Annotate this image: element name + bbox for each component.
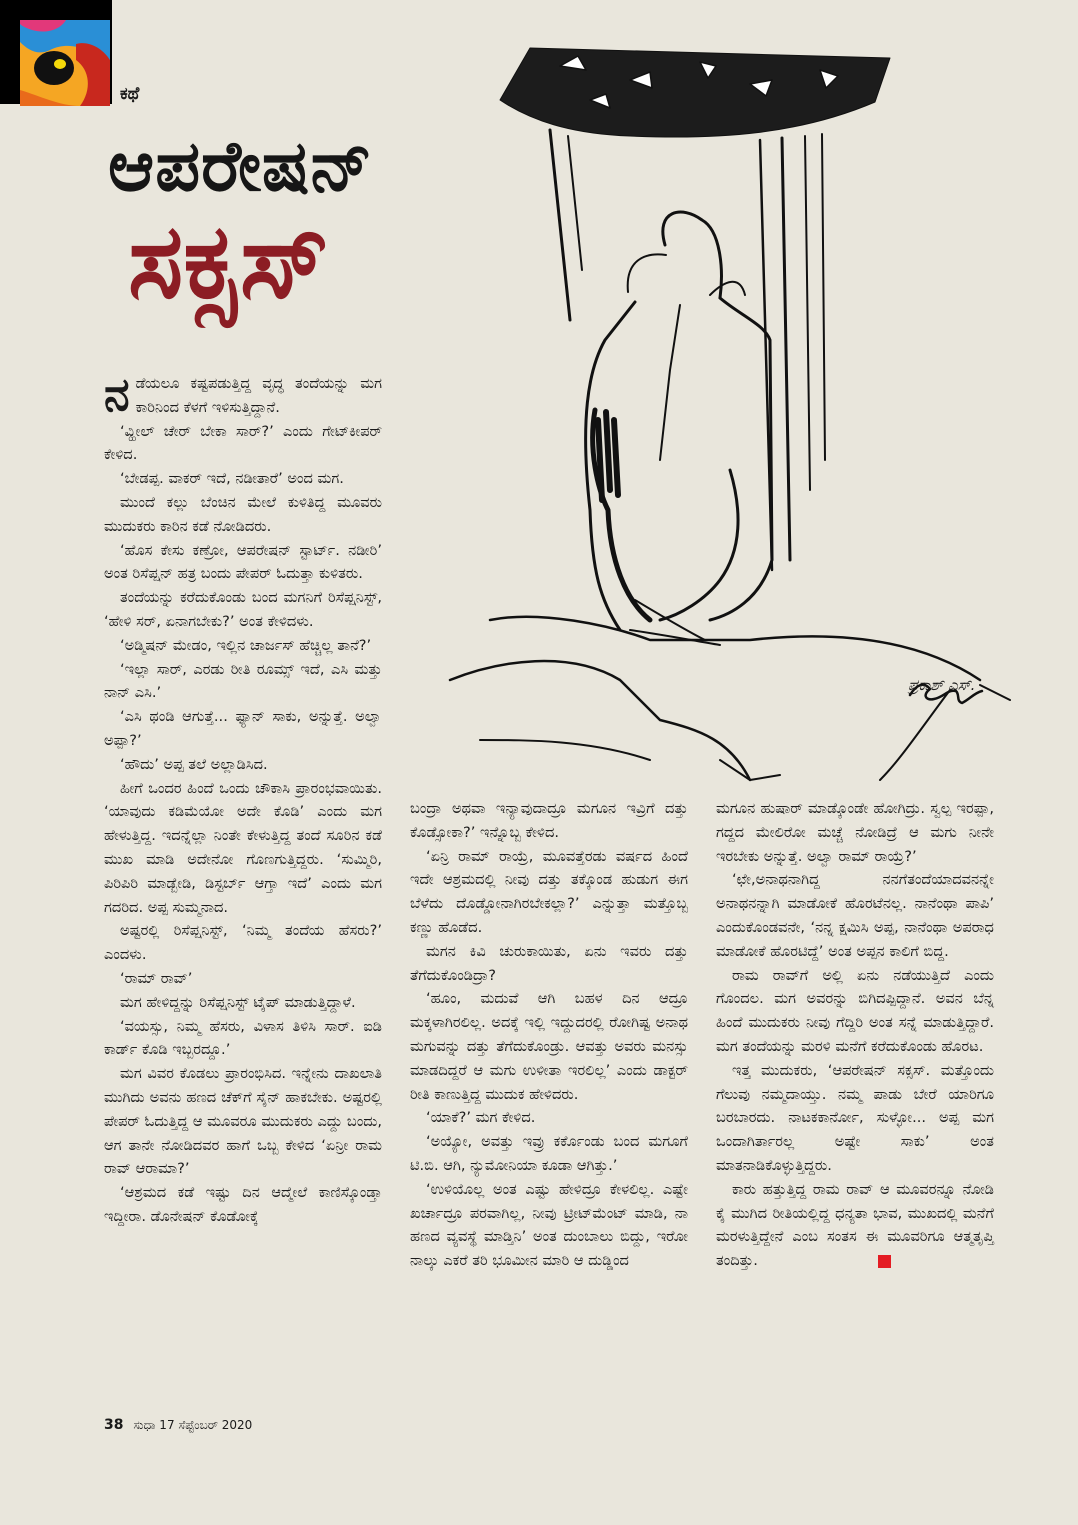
article-column-2 [410,797,688,1273]
article-paragraph: ‘ಎಸಿ ಥಂಡಿ ಆಗುತ್ತೆ... ಫ್ಯಾನ್ ಸಾಕು, ಅನ್ನುತ್ತೆ. ಅಲ್ವಾ ಅಪ್ಪಾ?’ [104,708,382,749]
article-paragraph: ‘ಏನ್ರಿ ರಾಮ್ ರಾಯ್ರೆ, ಮೂವತ್ತೆರಡು ವರ್ಷದ ಹಿಂದೆ ಇದೇ ಆಶ್ರಮದಲ್ಲಿ ನೀವು ದತ್ತು ತಕ್ಕೊಂಡ ಹುಡುಗ ಈಗ ಬೆಳೆದು ದೊಡ್ಡೋನಾಗಿರಬೇಕಲ್ಲಾ?’ ಎನ್ನುತ್ತಾ ಮತ್ತೊಬ್ಬ ಕಣ್ಣು ಹೊಡೆದ. [410,847,688,936]
article-paragraph: ಮಗೂನ ಹುಷಾರ್ ಮಾಡ್ಕೊಂಡೇ ಹೋಗಿದ್ರು. ಸ್ವಲ್ಪ ಇರಪ್ಪಾ, ಗದ್ದದ ಮೇಲಿರೋ ಮಚ್ಚೆ ನೋಡಿದ್ರೆ ಆ ಮಗು ನೀನೇ ಇರಬೇಕು ಅನ್ನುತ್ತೆ. ಅಲ್ವಾ ರಾಮ್ ರಾಯ್ರೆ?’ [716,800,994,865]
article-paragraph: ‘ಛೇ,ಅನಾಥನಾಗಿದ್ದ ನನಗೆತಂದೆಯಾದವನನ್ನೇ ಅನಾಥನನ್ನಾಗಿ ಮಾಡೋಕೆ ಹೊರಟೆನಲ್ಲ. ನಾನೆಂಥಾ ಪಾಪಿ’ ಎಂದುಕೊಂಡವನೇ, ‘ನನ್ನ ಕ್ಷಮಿಸಿ ಅಪ್ಪ, ನಾನೆಂಥಾ ಅಪರಾಧ ಮಾಡೋಕೆ ಹೊರಟಿದ್ದೆ’ ಅಂತ ಅಪ್ಪನ ಕಾಲಿಗೆ ಬಿದ್ದ. [716,871,994,960]
illustration-signature: ಪ್ರಕಾಶ್ ಎಸ್. [908,676,976,694]
article-column-1 [104,367,382,1229]
section-label: ಕಥೆ [120,84,140,104]
end-of-story-mark-icon [878,1255,891,1268]
publication-info: ಸುಧಾ 17 ಸೆಪ್ಟೆಂಬರ್ 2020 [133,1418,253,1432]
section-logo-icon [20,20,110,106]
article-paragraph: ‘ಅಯ್ಯೋ, ಅವತ್ತು ಇವ್ರು ಕರ್ಕೊಂಡು ಬಂದ ಮಗೂಗೆ ಟಿ.ಬಿ. ಆಗಿ, ನ್ಯುಮೋನಿಯಾ ಕೂಡಾ ಆಗಿತ್ತು.’ [410,1133,688,1174]
article-paragraph: ‘ಆಶ್ರಮದ ಕಡೆ ಇಷ್ಟು ದಿನ ಆದ್ಮೇಲೆ ಕಾಣಿಸ್ಕೊಂಡ್ತಾ ಇದ್ದೀರಾ. ಡೊನೇಷನ್ ಕೊಡೋಕ್ಕೆ [104,1184,382,1225]
story-title-line-1: ಆಪರೇಷನ್ [108,125,374,207]
article-paragraph: ತಂದೆಯನ್ನು ಕರೆದುಕೊಂಡು ಬಂದ ಮಗನಿಗೆ ರಿಸೆಪ್ಷನಿಸ್ಟ್, ‘ಹೇಳಿ ಸರ್, ಏನಾಗಬೇಕು?’ ಅಂತ ಕೇಳಿದಳು. [104,589,382,630]
article-column-3 [716,797,994,1273]
article-paragraph: ‘ಉಳಿಯೊಲ್ಲ ಅಂತ ಎಷ್ಟು ಹೇಳಿದ್ರೂ ಕೇಳಲಿಲ್ಲ. ಎಷ್ಟೇ ಖರ್ಚಾದ್ರೂ ಪರವಾಗಿಲ್ಲ, ನೀವು ಟ್ರೀಟ್‌ಮೆಂಟ್ ಮಾಡಿ, ನಾ ಹಣದ ವ್ಯವಸ್ಥೆ ಮಾಡ್ತಿನಿ’ ಅಂತ ದುಂಬಾಲು ಬಿದ್ದು, ಇರೋ ನಾಲ್ಕು ಎಕರೆ ತರಿ ಭೂಮೀನ ಮಾರಿ ಆ ದುಡ್ಡಿಂದ [410,1180,688,1270]
article-paragraph: ‘ಹೂಂ, ಮದುವೆ ಆಗಿ ಬಹಳ ದಿನ ಆದ್ರೂ ಮಕ್ಕಳಾಗಿರಲಿಲ್ಲ. ಅದಕ್ಕೆ ಇಲ್ಲಿ ಇದ್ದುದರಲ್ಲಿ ರೋಗಿಷ್ಟ ಅನಾಥ ಮಗುವನ್ನು ದತ್ತು ತೆಗೆದುಕೊಂಡ್ರು. ಆವತ್ತು ಅವರು ಮನಸ್ಸು ಮಾಡದಿದ್ದರೆ ಆ ಮಗು ಉಳೀತಾ ಇರಲಿಲ್ಲ’ ಎಂದು ಡಾಕ್ಟರ್ ರೀತಿ ಕಾಣುತ್ತಿದ್ದ ಮುದುಕ ಹೇಳಿದರು. [410,990,688,1103]
drop-cap: ನ [104,367,130,421]
article-paragraph: ‘ಹೊಸ ಕೇಸು ಕಣ್ರೋ, ಆಪರೇಷನ್ ಸ್ಟಾರ್ಟ್. ನಡೀರಿ’ ಅಂತ ರಿಸೆಪ್ಷನ್ ಹತ್ರ ಬಂದು ಪೇಪರ್ ಓದುತ್ತಾ ಕುಳಿತರು. [104,541,382,583]
article-paragraph: ರಾಮ ರಾವ್‌ಗೆ ಅಲ್ಲಿ ಏನು ನಡೆಯುತ್ತಿದೆ ಎಂದು ಗೊಂದಲ. ಮಗ ಅವರನ್ನು ಬಿಗಿದಪ್ಪಿದ್ದಾನೆ. ಅವನ ಬೆನ್ನ ಹಿಂದೆ ಮುದುಕರು ನೀವು ಗೆದ್ದಿರಿ ಅಂತ ಸನ್ನೆ ಮಾಡುತ್ತಿದ್ದಾರೆ. ಮಗ ತಂದೆಯನ್ನು ಮರಳಿ ಮನೆಗೆ ಕರೆದುಕೊಂಡು ಹೊರಟ. [716,966,994,1055]
article-paragraph: ಇತ್ತ ಮುದುಕರು, ‘ಆಪರೇಷನ್ ಸಕ್ಸಸ್. ಮತ್ತೊಂದು ಗೆಲುವು ನಮ್ಮದಾಯ್ತು. ನಮ್ಮ ಪಾಡು ಬೇರೆ ಯಾರಿಗೂ ಬರಬಾರದು. ನಾಟಕಕಾರ್ನೋ, ಸುಳ್ಳೋ... ಅಪ್ಪ ಮಗ ಒಂದಾಗಿರ್ತಾರಲ್ಲ ಅಷ್ಟೇ ಸಾಕು’ ಅಂತ ಮಾತನಾಡಿಕೊಳ್ಳುತ್ತಿದ್ದರು. [716,1061,994,1174]
article-paragraph: ನಡೆಯಲೂ ಕಷ್ಟಪಡುತ್ತಿದ್ದ ವೃದ್ಧ ತಂದೆಯನ್ನು ಮಗ ಕಾರಿನಿಂದ ಕೆಳಗೆ ಇಳಿಸುತ್ತಿದ್ದಾನೆ. [104,367,382,421]
story-title-line-2: ಸಕ್ಸಸ್ [128,200,329,322]
article-paragraph: ಮಗನ ಕಿವಿ ಚುರುಕಾಯಿತು, ಏನು ಇವರು ದತ್ತು ತೆಗೆದುಕೊಂಡಿದ್ರಾ? [410,942,688,984]
article-paragraph: ‘ಬೇಡಪ್ಪ. ವಾಕರ್ ಇದೆ, ನಡೀತಾರೆ’ ಅಂದ ಮಗ. [120,470,344,488]
article-paragraph: ಅಷ್ಟರಲ್ಲಿ ರಿಸೆಪ್ಷನಿಸ್ಟ್, ‘ನಿಮ್ಮ ತಂದೆಯ ಹೆಸರು?’ ಎಂದಳು. [104,922,382,964]
article-paragraph: ಮಗ ಹೇಳಿದ್ದನ್ನು ರಿಸೆಪ್ಷನಿಸ್ಟ್ ಟೈಪ್ ಮಾಡುತ್ತಿದ್ದಾಳೆ. [120,993,356,1011]
article-paragraph: ‘ಅಡ್ಮಿಷನ್ ಮೇಡಂ, ಇಲ್ಲಿನ ಚಾರ್ಜಸ್ ಹೆಚ್ಚಿಲ್ಲ ತಾನೆ?’ [120,636,372,654]
article-paragraph: ಬಂದ್ರಾ ಅಥವಾ ಇನ್ಯಾವುದಾದ್ರೂ ಮಗೂನ ಇವ್ರಿಗೆ ದತ್ತು ಕೊಡ್ಸೋಕಾ?’ ಇನ್ನೊಬ್ಬ ಕೇಳಿದ. [410,800,688,841]
article-paragraph: ಹೀಗೆ ಒಂದರ ಹಿಂದೆ ಒಂದು ಚೌಕಾಸಿ ಪ್ರಾರಂಭವಾಯಿತು. ‘ಯಾವುದು ಕಡಿಮೆಯೋ ಅದೇ ಕೊಡಿ’ ಎಂದು ಮಗ ಹೇಳುತ್ತಿದ್ದ. ಇದನ್ನೆಲ್ಲಾ ನಿಂತೇ ಕೇಳುತ್ತಿದ್ದ ತಂದೆ ಸೂರಿನ ಕಡೆ ಮುಖ ಮಾಡಿ ಅದೇನೋ ಗೊಣಗುತ್ತಿದ್ದರು. ‘ಸುಮ್ಮಿರಿ, ಪಿರಿಪಿರಿ ಮಾಡ್ಬೇಡಿ, ಡಿಸ್ಟರ್ಬ್ ಆಗ್ತಾ ಇದೆ’ ಎಂದು ಮಗ ಗದರಿದ. ಅಪ್ಪ ಸುಮ್ಮನಾದ. [104,779,382,916]
article-paragraph: ‘ಇಲ್ಲಾ ಸಾರ್, ಎರಡು ರೀತಿ ರೂಮ್ಸ್ ಇದೆ, ಎಸಿ ಮತ್ತು ನಾನ್ ಎಸಿ.’ [104,660,382,702]
article-paragraph: ‘ಹೌದು’ ಅಪ್ಪ ತಲೆ ಅಲ್ಲಾಡಿಸಿದ. [120,755,268,773]
page-footer [104,1417,252,1433]
article-paragraph: ಮಗ ವಿವರ ಕೊಡಲು ಪ್ರಾರಂಭಿಸಿದ. ಇನ್ನೇನು ದಾಖಲಾತಿ ಮುಗಿದು ಅವನು ಹಣದ ಚೆಕ್‌ಗೆ ಸೈನ್ ಹಾಕಬೇಕು. ಅಷ್ಟರಲ್ಲಿ ಪೇಪರ್ ಓದುತ್ತಿದ್ದ ಆ ಮೂವರೂ ಮುದುಕರು ಎದ್ದು ಬಂದು, ಆಗ ತಾನೇ ನೋಡಿದವರ ಹಾಗೆ ಒಬ್ಬ ಕೇಳಿದ ‘ಏನ್ರೀ ರಾಮ ರಾವ್ ಆರಾಮಾ?’ [104,1065,382,1178]
article-paragraph: ‘ವಯಸ್ಸು, ನಿಮ್ಮ ಹೆಸರು, ವಿಳಾಸ ತಿಳಿಸಿ ಸಾರ್. ಐಡಿ ಕಾರ್ಡ್ ಕೊಡಿ ಇಬ್ಬರದ್ದೂ.’ [104,1017,382,1059]
article-paragraph: ‘ಯಾಕೆ?’ ಮಗ ಕೇಳಿದ. [426,1109,536,1127]
page-number: 38 [104,1417,124,1433]
article-paragraph: ‘ರಾಮ್ ರಾವ್’ [120,969,193,987]
article-paragraph: ಮುಂದೆ ಕಲ್ಲು ಬೆಂಚಿನ ಮೇಲೆ ಕುಳಿತಿದ್ದ ಮೂವರು ಮುದುಕರು ಕಾರಿನ ಕಡೆ ನೋಡಿದರು. [104,493,382,535]
article-paragraph: ಕಾರು ಹತ್ತುತ್ತಿದ್ದ ರಾಮ ರಾವ್ ಆ ಮೂವರನ್ನೂ ನೋಡಿ ಕೈ ಮುಗಿದ ರೀತಿಯಲ್ಲಿದ್ದ ಧನ್ಯತಾ ಭಾವ, ಮುಖದಲ್ಲಿ ಮನೆಗೆ ಮರಳುತ್ತಿದ್ದೇನೆ ಎಂಬ ಸಂತಸ ಈ ಮೂವರಿಗೂ ಆತ್ಮತೃಪ್ತಿ ತಂದಿತ್ತು. [716,1180,994,1270]
article-paragraph: ‘ವ್ಹೀಲ್ ಚೇರ್ ಬೇಕಾ ಸಾರ್?’ ಎಂದು ಗೇಟ್‌ಕೀಪರ್ ಕೇಳಿದ. [104,422,382,464]
